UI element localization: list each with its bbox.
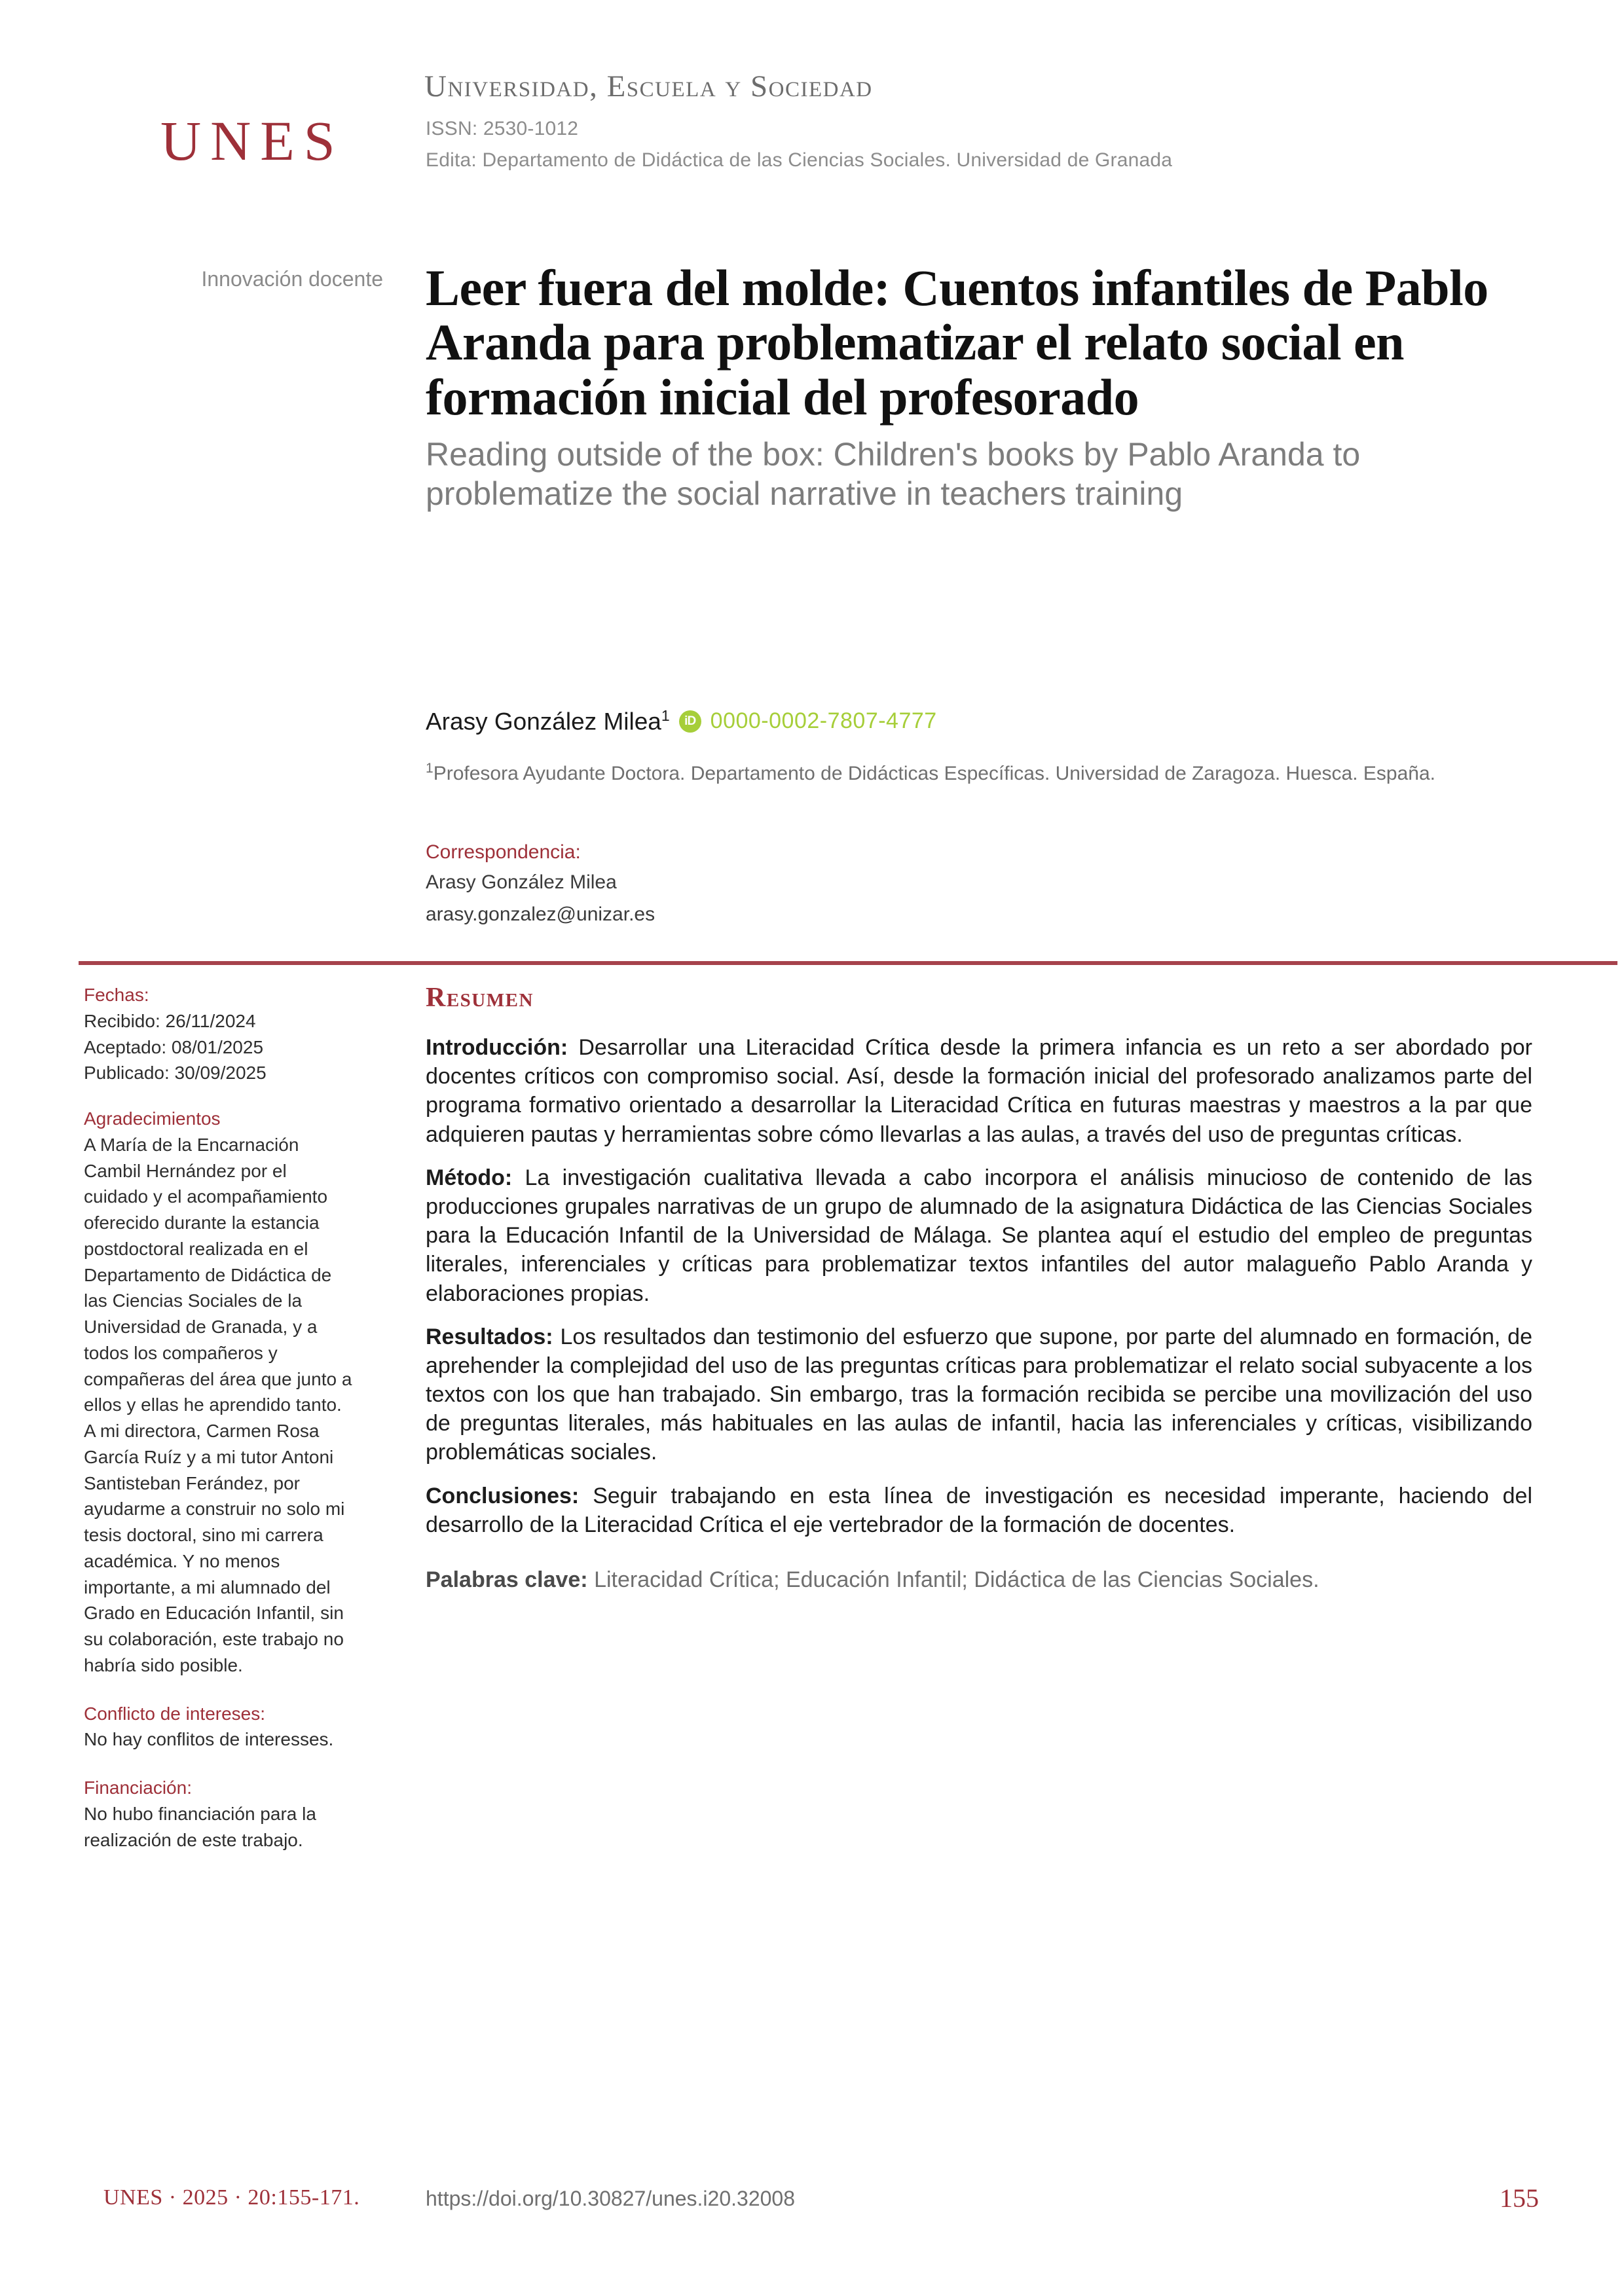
footer-citation: UNES · 2025 · 20:155-171. — [103, 2185, 360, 2210]
abstract-label-conclusiones: Conclusiones: — [426, 1483, 580, 1508]
sidebar-conflict-block — [84, 1701, 352, 1753]
article-title-spanish: Leer fuera del molde: Cuentos infantiles de Pablo Aranda para problematizar el relato social en formación inicial del profesorado — [426, 259, 1488, 426]
funding-heading: Financiación: — [84, 1777, 192, 1798]
sidebar-dates-block — [84, 982, 352, 1086]
correspondence-email[interactable]: arasy.gonzalez@unizar.es — [426, 903, 655, 925]
footer-page-number: 155 — [1500, 2183, 1539, 2213]
affiliation-marker: 1 — [426, 761, 434, 776]
date-received: Recibido: 26/11/2024 — [84, 1010, 256, 1031]
publisher-line: Edita: Departamento de Didáctica de las Ciencias Sociales. Universidad de Granada — [426, 149, 1173, 171]
abstract-paragraph-conclusiones — [426, 1482, 1532, 1539]
author-name-text: Arasy González Milea — [426, 708, 661, 735]
funding-text: No hubo financiación para la realización de este trabajo. — [84, 1803, 316, 1850]
correspondence-label: Correspondencia: — [426, 841, 581, 863]
author-affiliation — [426, 759, 1532, 787]
abstract-text-introduccion: Desarrollar una Literacidad Crítica desde la primera infancia es un reto a ser abordado por docentes críticos con compromiso social. Así, desde la formación inicial del profesorado analizamos parte del programa formativo orientado a desarrollar la Literacidad Crítica en futuras maestras y maestros a la par que adquieren pautas y herramientas sobre cómo llevarlas a las aulas, a través del uso de preguntas críticas. — [426, 1035, 1532, 1147]
masthead — [0, 59, 1624, 183]
abstract-text-conclusiones: Seguir trabajando en esta línea de investigación es necesidad imperante, haciendo del desarrollo de la Literacidad Crítica el eje vertebrador de la formación de docentes. — [426, 1483, 1532, 1537]
unes-logo: UNES — [160, 109, 344, 172]
keywords-row — [426, 1565, 1532, 1594]
affiliation-text: Profesora Ayudante Doctora. Departamento de Didácticas Específicas. Universidad de Zaragoza. Huesca. España. — [433, 763, 1435, 784]
author-name — [426, 707, 670, 735]
horizontal-divider — [79, 961, 1617, 965]
abstract-text-metodo: La investigación cualitativa llevada a cabo incorpora el análisis minucioso de contenido de las producciones grupales narrativas de un grupo de alumnado de la asignatura Didáctica de las Ciencias Sociales para la Educación Infantil de la Universidad de Málaga. Se plantea aquí el estudio del empleo de preguntas literales, inferenciales y críticas para problematizar textos infantiles del autor malagueño Pablo Aranda y elaboraciones propias. — [426, 1165, 1532, 1306]
abstract-text-resultados: Los resultados dan testimonio del esfuerzo que supone, por parte del alumnado en formación, de aprehender la complejidad del uso de las preguntas críticas para problematizar el relato social subyacente a los textos con los que han trabajado. Sin embargo, tras la formación recibida se percibe una movilización del uso de preguntas literales, más habituales en las aulas de infantil, hacia las inferenciales y críticas, visibilizando problemáticas sociales. — [426, 1324, 1532, 1465]
acknowledgements-heading: Agradecimientos — [84, 1108, 221, 1129]
issn-line: ISSN: 2530-1012 — [426, 118, 579, 139]
abstract-paragraph-metodo — [426, 1163, 1532, 1308]
article-title-english: Reading outside of the box: Children's books by Pablo Aranda to problematize the social narrative in teachers training — [426, 436, 1361, 513]
abstract-label-metodo: Método: — [426, 1165, 513, 1190]
article-section-tag: Innovación docente — [201, 267, 383, 291]
date-accepted: Aceptado: 08/01/2025 — [84, 1036, 264, 1057]
sidebar-acknowledgements-block — [84, 1106, 352, 1679]
abstract-label-resultados: Resultados: — [426, 1324, 553, 1349]
conflict-text: No hay conflitos de interesses. — [84, 1729, 334, 1750]
acknowledgements-paragraph-2: A mi directora, Carmen Rosa García Ruíz y a mi tutor Antoni Santisteban Ferández, por ayudarme a construir no solo mi tesis doctoral, sino mi carrera académica. Y no menos importante, a mi alumnado del Grado en Educación Infantil, sin su colaboración, este trabajo no habría sido posible. — [84, 1421, 345, 1675]
correspondence-name: Arasy González Milea — [426, 871, 617, 893]
date-published: Publicado: 30/09/2025 — [84, 1063, 267, 1084]
sidebar-funding-block — [84, 1775, 352, 1853]
conflict-heading: Conflicto de intereses: — [84, 1703, 266, 1724]
abstract-label-introduccion: Introducción: — [426, 1035, 568, 1060]
title-block — [426, 261, 1532, 513]
abstract-paragraph-introduccion — [426, 1033, 1532, 1149]
abstract-paragraph-resultados — [426, 1322, 1532, 1467]
footer-doi-link[interactable]: https://doi.org/10.30827/unes.i20.32008 — [426, 2187, 795, 2210]
orcid-id-icon[interactable]: iD — [679, 710, 701, 733]
keywords-label: Palabras clave: — [426, 1567, 588, 1592]
dates-heading: Fechas: — [84, 985, 149, 1005]
abstract-section — [426, 982, 1532, 1594]
keywords-text: Literacidad Crítica; Educación Infantil; Didáctica de las Ciencias Sociales. — [587, 1567, 1320, 1592]
abstract-heading: Resumen — [426, 983, 534, 1013]
sidebar — [84, 982, 352, 1875]
author-row — [426, 707, 937, 735]
journal-name: Universidad, Escuela y Sociedad — [424, 69, 873, 103]
acknowledgements-paragraph-1: A María de la Encarnación Cambil Hernández por el cuidado y el acompañamiento oferecido durante la estancia postdoctoral realizada en el Departamento de Didáctica de las Ciencias Sociales de la Universidad de Granada, y a todos los compañeros y compañeras del área que junto a ellos y ellas he aprendido tanto. — [84, 1134, 352, 1415]
author-affiliation-marker: 1 — [661, 707, 670, 724]
orcid-identifier[interactable]: 0000-0002-7807-4777 — [710, 708, 937, 734]
